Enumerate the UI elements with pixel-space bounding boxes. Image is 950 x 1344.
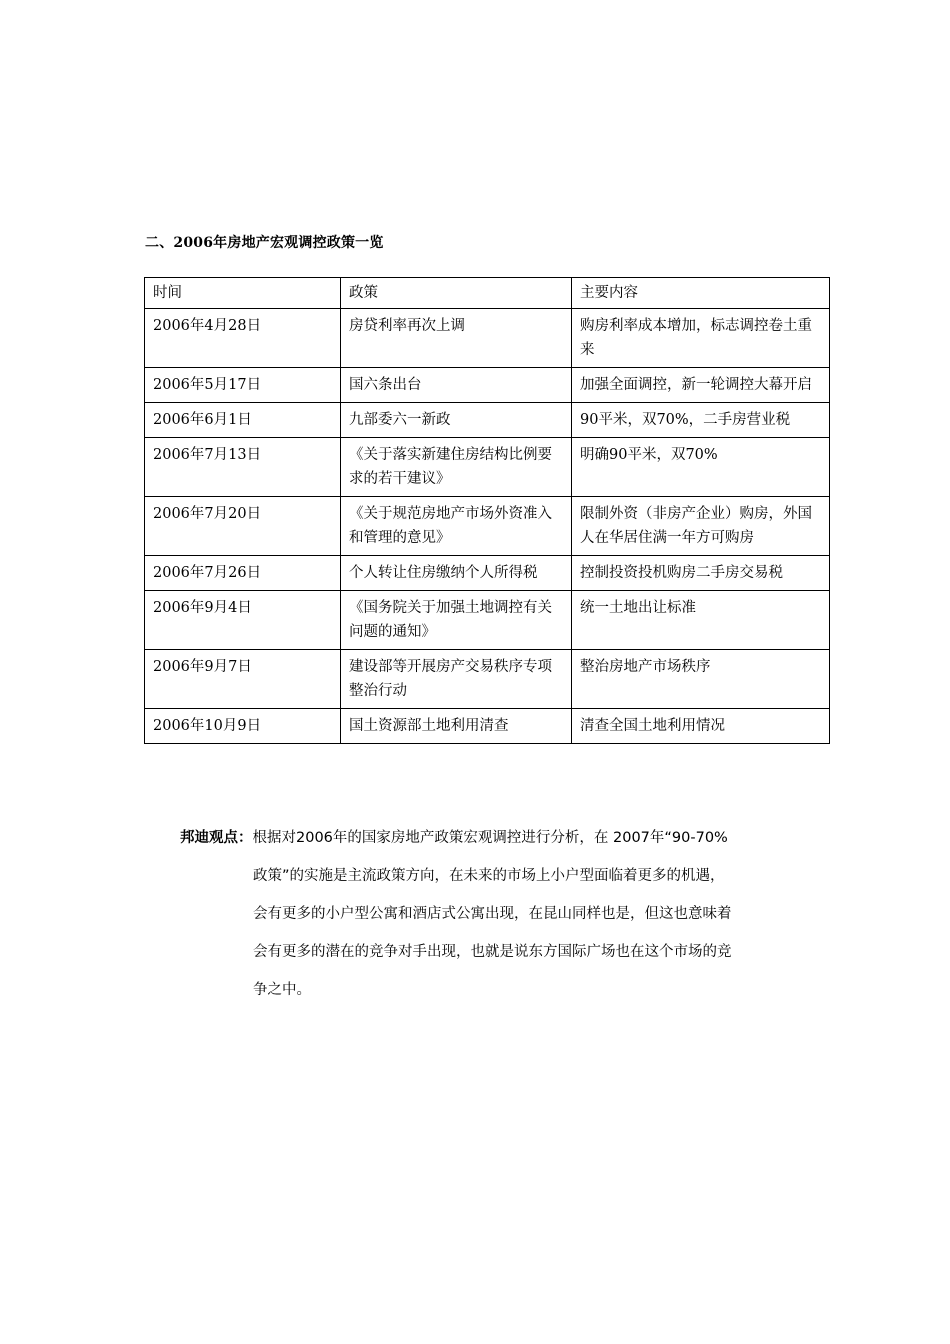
table-row [145,650,830,709]
cell-content: 控制投资投机购房二手房交易税 [572,556,830,591]
cell-policy: 国土资源部土地利用清查 [341,709,572,744]
cell-date: 2006年7月20日 [145,497,341,556]
comment-line [180,823,820,861]
section-title: 二、2006年房地产宏观调控政策一览 [145,235,384,251]
comment-line: 会有更多的小户型公寓和酒店式公寓出现，在昆山同样也是，但这也意味着 [253,906,732,922]
cell-date: 2006年9月7日 [145,650,341,709]
cell-date: 2006年5月17日 [145,368,341,403]
comment-line: 争之中。 [253,982,311,998]
cell-policy: 《国务院关于加强土地调控有关问题的通知》 [341,591,572,650]
table-row [145,556,830,591]
table-row [145,709,830,744]
table-row [145,403,830,438]
cell-content: 限制外资（非房产企业）购房，外国人在华居住满一年方可购房 [572,497,830,556]
cell-content: 90平米，双70%，二手房营业税 [572,403,830,438]
cell-content: 明确90平米，双70% [572,438,830,497]
table-row [145,591,830,650]
header-policy: 政策 [341,278,572,309]
cell-date: 2006年4月28日 [145,309,341,368]
comment-line: 政策”的实施是主流政策方向，在未来的市场上小户型面临着更多的机遇， [253,868,725,884]
cell-policy: 《关于规范房地产市场外资准入和管理的意见》 [341,497,572,556]
cell-date: 2006年7月13日 [145,438,341,497]
header-date: 时间 [145,278,341,309]
cell-date: 2006年6月1日 [145,403,341,438]
table-row [145,438,830,497]
cell-date: 2006年10月9日 [145,709,341,744]
cell-policy: 九部委六一新政 [341,403,572,438]
table-header-row [145,278,830,309]
cell-content: 购房利率成本增加，标志调控卷土重来 [572,309,830,368]
table-row [145,309,830,368]
cell-content: 加强全面调控，新一轮调控大幕开启 [572,368,830,403]
policy-table [144,277,830,744]
cell-content: 清查全国土地利用情况 [572,709,830,744]
cell-date: 2006年7月26日 [145,556,341,591]
cell-policy: 房贷利率再次上调 [341,309,572,368]
cell-policy: 个人转让住房缴纳个人所得税 [341,556,572,591]
cell-policy: 建设部等开展房产交易秩序专项整治行动 [341,650,572,709]
cell-date: 2006年9月4日 [145,591,341,650]
cell-policy: 《关于落实新建住房结构比例要求的若干建议》 [341,438,572,497]
header-content: 主要内容 [572,278,830,309]
cell-content: 统一土地出让标准 [572,591,830,650]
comment-label: 邦迪观点： [180,830,253,846]
comment-line: 会有更多的潜在的竞争对手出现，也就是说东方国际广场也在这个市场的竞 [253,944,732,960]
cell-policy: 国六条出台 [341,368,572,403]
cell-content: 整治房地产市场秩序 [572,650,830,709]
table-row [145,497,830,556]
table-row [145,368,830,403]
bondi-comment [180,823,820,1013]
comment-text: 根据对2006年的国家房地产政策宏观调控进行分析，在 2007年“90-70% [252,830,728,846]
